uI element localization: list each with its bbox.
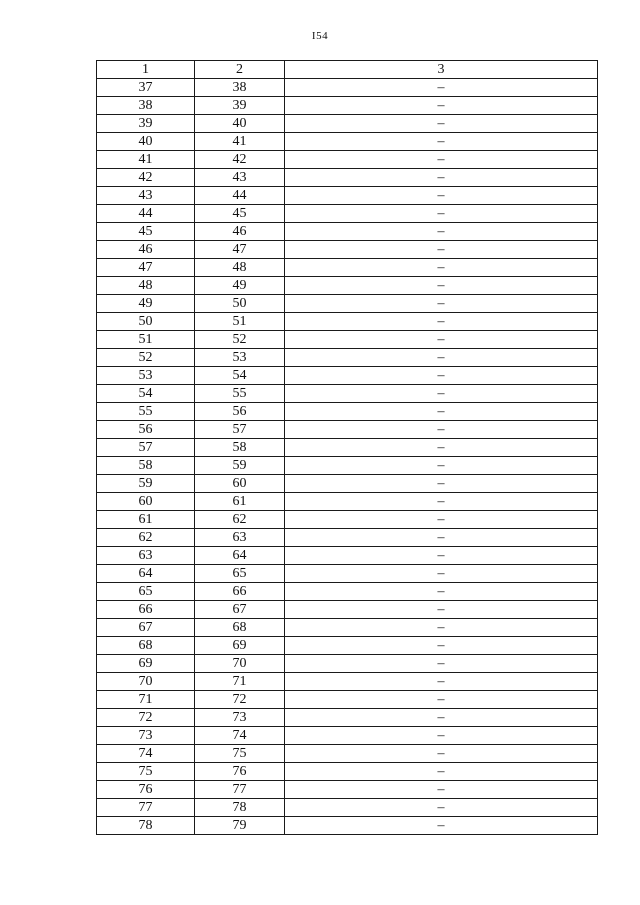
table-cell-col-2: 58	[195, 439, 285, 457]
table-cell-col-3: –	[285, 565, 598, 583]
table-cell-col-2: 68	[195, 619, 285, 637]
table-row	[97, 475, 598, 493]
table-cell-col-2: 77	[195, 781, 285, 799]
table-cell-col-2: 60	[195, 475, 285, 493]
table-cell-col-1: 38	[97, 97, 195, 115]
table-row	[97, 187, 598, 205]
table-header	[97, 61, 598, 79]
table-row	[97, 205, 598, 223]
table-cell-col-3: –	[285, 673, 598, 691]
table-cell-col-2: 59	[195, 457, 285, 475]
table-row	[97, 493, 598, 511]
table-row	[97, 511, 598, 529]
table-row	[97, 745, 598, 763]
table-row	[97, 439, 598, 457]
data-table	[96, 60, 598, 835]
table-row	[97, 403, 598, 421]
table-cell-col-3: –	[285, 133, 598, 151]
table-cell-col-2: 44	[195, 187, 285, 205]
table-cell-col-1: 70	[97, 673, 195, 691]
table-cell-col-3: –	[285, 313, 598, 331]
table-row	[97, 349, 598, 367]
table-cell-col-1: 42	[97, 169, 195, 187]
table-cell-col-3: –	[285, 709, 598, 727]
column-header-3: 3	[285, 61, 598, 79]
table-cell-col-3: –	[285, 727, 598, 745]
table-cell-col-3: –	[285, 655, 598, 673]
table-cell-col-1: 55	[97, 403, 195, 421]
table-cell-col-3: –	[285, 79, 598, 97]
table-cell-col-2: 42	[195, 151, 285, 169]
table-cell-col-2: 73	[195, 709, 285, 727]
table-row	[97, 709, 598, 727]
table-cell-col-3: –	[285, 241, 598, 259]
table-cell-col-1: 49	[97, 295, 195, 313]
table-cell-col-2: 56	[195, 403, 285, 421]
table-cell-col-2: 79	[195, 817, 285, 835]
table-cell-col-2: 49	[195, 277, 285, 295]
table-cell-col-1: 77	[97, 799, 195, 817]
table-cell-col-1: 50	[97, 313, 195, 331]
table-cell-col-1: 74	[97, 745, 195, 763]
table-row	[97, 565, 598, 583]
table-cell-col-3: –	[285, 619, 598, 637]
table-cell-col-2: 52	[195, 331, 285, 349]
column-header-2: 2	[195, 61, 285, 79]
table-row	[97, 223, 598, 241]
table-cell-col-1: 62	[97, 529, 195, 547]
table-row	[97, 79, 598, 97]
table-cell-col-2: 75	[195, 745, 285, 763]
table-cell-col-2: 69	[195, 637, 285, 655]
table-cell-col-2: 46	[195, 223, 285, 241]
table-row	[97, 421, 598, 439]
table-row	[97, 655, 598, 673]
table-cell-col-3: –	[285, 583, 598, 601]
table-cell-col-1: 48	[97, 277, 195, 295]
table-cell-col-2: 65	[195, 565, 285, 583]
table-cell-col-1: 51	[97, 331, 195, 349]
table-row	[97, 277, 598, 295]
table-cell-col-3: –	[285, 637, 598, 655]
table-cell-col-2: 43	[195, 169, 285, 187]
table-cell-col-2: 63	[195, 529, 285, 547]
table-cell-col-1: 69	[97, 655, 195, 673]
table-cell-col-2: 78	[195, 799, 285, 817]
table-row	[97, 691, 598, 709]
table-cell-col-3: –	[285, 547, 598, 565]
table-cell-col-1: 56	[97, 421, 195, 439]
table-cell-col-3: –	[285, 493, 598, 511]
table-row	[97, 547, 598, 565]
table-row	[97, 151, 598, 169]
table-row	[97, 385, 598, 403]
table-cell-col-3: –	[285, 691, 598, 709]
table-row	[97, 817, 598, 835]
table-cell-col-3: –	[285, 601, 598, 619]
table-cell-col-2: 67	[195, 601, 285, 619]
table-cell-col-1: 63	[97, 547, 195, 565]
table-cell-col-1: 64	[97, 565, 195, 583]
table-cell-col-2: 66	[195, 583, 285, 601]
table-cell-col-2: 74	[195, 727, 285, 745]
table-cell-col-3: –	[285, 349, 598, 367]
table-cell-col-1: 40	[97, 133, 195, 151]
table-cell-col-3: –	[285, 511, 598, 529]
table-row	[97, 799, 598, 817]
table-cell-col-2: 72	[195, 691, 285, 709]
table-cell-col-1: 61	[97, 511, 195, 529]
table-cell-col-1: 66	[97, 601, 195, 619]
table-row	[97, 727, 598, 745]
page-number: I54	[311, 30, 329, 42]
table-cell-col-1: 65	[97, 583, 195, 601]
table-cell-col-1: 54	[97, 385, 195, 403]
table-cell-col-2: 41	[195, 133, 285, 151]
table-cell-col-1: 72	[97, 709, 195, 727]
table-cell-col-1: 71	[97, 691, 195, 709]
table-row	[97, 313, 598, 331]
table-cell-col-3: –	[285, 457, 598, 475]
table-cell-col-1: 41	[97, 151, 195, 169]
table-cell-col-2: 51	[195, 313, 285, 331]
table-cell-col-3: –	[285, 763, 598, 781]
column-header-1: 1	[97, 61, 195, 79]
table-cell-col-3: –	[285, 115, 598, 133]
header-row	[97, 61, 598, 79]
table-cell-col-3: –	[285, 439, 598, 457]
table-row	[97, 133, 598, 151]
table-cell-col-2: 50	[195, 295, 285, 313]
table-cell-col-2: 38	[195, 79, 285, 97]
table-row	[97, 295, 598, 313]
table-cell-col-3: –	[285, 421, 598, 439]
table-cell-col-1: 60	[97, 493, 195, 511]
table-cell-col-2: 64	[195, 547, 285, 565]
table-cell-col-1: 46	[97, 241, 195, 259]
table-cell-col-2: 48	[195, 259, 285, 277]
table-cell-col-2: 71	[195, 673, 285, 691]
table-cell-col-1: 58	[97, 457, 195, 475]
table-cell-col-2: 53	[195, 349, 285, 367]
table-cell-col-2: 45	[195, 205, 285, 223]
table-cell-col-2: 76	[195, 763, 285, 781]
table-cell-col-1: 78	[97, 817, 195, 835]
table-cell-col-1: 39	[97, 115, 195, 133]
table-cell-col-3: –	[285, 277, 598, 295]
table-cell-col-3: –	[285, 187, 598, 205]
table-cell-col-3: –	[285, 385, 598, 403]
table-cell-col-2: 39	[195, 97, 285, 115]
table-row	[97, 457, 598, 475]
table-cell-col-3: –	[285, 97, 598, 115]
table-cell-col-3: –	[285, 151, 598, 169]
table-row	[97, 583, 598, 601]
table-row	[97, 673, 598, 691]
table-cell-col-1: 53	[97, 367, 195, 385]
table-cell-col-3: –	[285, 295, 598, 313]
table-cell-col-3: –	[285, 781, 598, 799]
table-cell-col-1: 59	[97, 475, 195, 493]
table-body	[97, 79, 598, 835]
table-cell-col-3: –	[285, 259, 598, 277]
table-row	[97, 619, 598, 637]
table-cell-col-2: 62	[195, 511, 285, 529]
table-cell-col-2: 54	[195, 367, 285, 385]
table-cell-col-1: 47	[97, 259, 195, 277]
table-cell-col-1: 37	[97, 79, 195, 97]
table-cell-col-2: 70	[195, 655, 285, 673]
table-cell-col-1: 73	[97, 727, 195, 745]
table-cell-col-1: 67	[97, 619, 195, 637]
table-cell-col-1: 68	[97, 637, 195, 655]
table-cell-col-3: –	[285, 331, 598, 349]
table-cell-col-1: 45	[97, 223, 195, 241]
table-row	[97, 241, 598, 259]
table-cell-col-3: –	[285, 367, 598, 385]
table-row	[97, 781, 598, 799]
table-cell-col-2: 61	[195, 493, 285, 511]
table-cell-col-3: –	[285, 529, 598, 547]
table-cell-col-1: 75	[97, 763, 195, 781]
table-cell-col-1: 52	[97, 349, 195, 367]
table-cell-col-3: –	[285, 475, 598, 493]
table-cell-col-3: –	[285, 169, 598, 187]
table-cell-col-3: –	[285, 817, 598, 835]
table-cell-col-2: 57	[195, 421, 285, 439]
table-row	[97, 529, 598, 547]
table-row	[97, 115, 598, 133]
table-row	[97, 259, 598, 277]
table-row	[97, 763, 598, 781]
table-row	[97, 169, 598, 187]
table-row	[97, 637, 598, 655]
table-cell-col-1: 44	[97, 205, 195, 223]
table-cell-col-2: 47	[195, 241, 285, 259]
table-cell-col-3: –	[285, 403, 598, 421]
table-cell-col-3: –	[285, 205, 598, 223]
table-row	[97, 367, 598, 385]
table-cell-col-2: 40	[195, 115, 285, 133]
table-row	[97, 97, 598, 115]
table-cell-col-1: 76	[97, 781, 195, 799]
table-cell-col-3: –	[285, 799, 598, 817]
table-row	[97, 601, 598, 619]
table-cell-col-2: 55	[195, 385, 285, 403]
table-cell-col-3: –	[285, 223, 598, 241]
table-row	[97, 331, 598, 349]
table-cell-col-1: 57	[97, 439, 195, 457]
table-cell-col-1: 43	[97, 187, 195, 205]
table-cell-col-3: –	[285, 745, 598, 763]
